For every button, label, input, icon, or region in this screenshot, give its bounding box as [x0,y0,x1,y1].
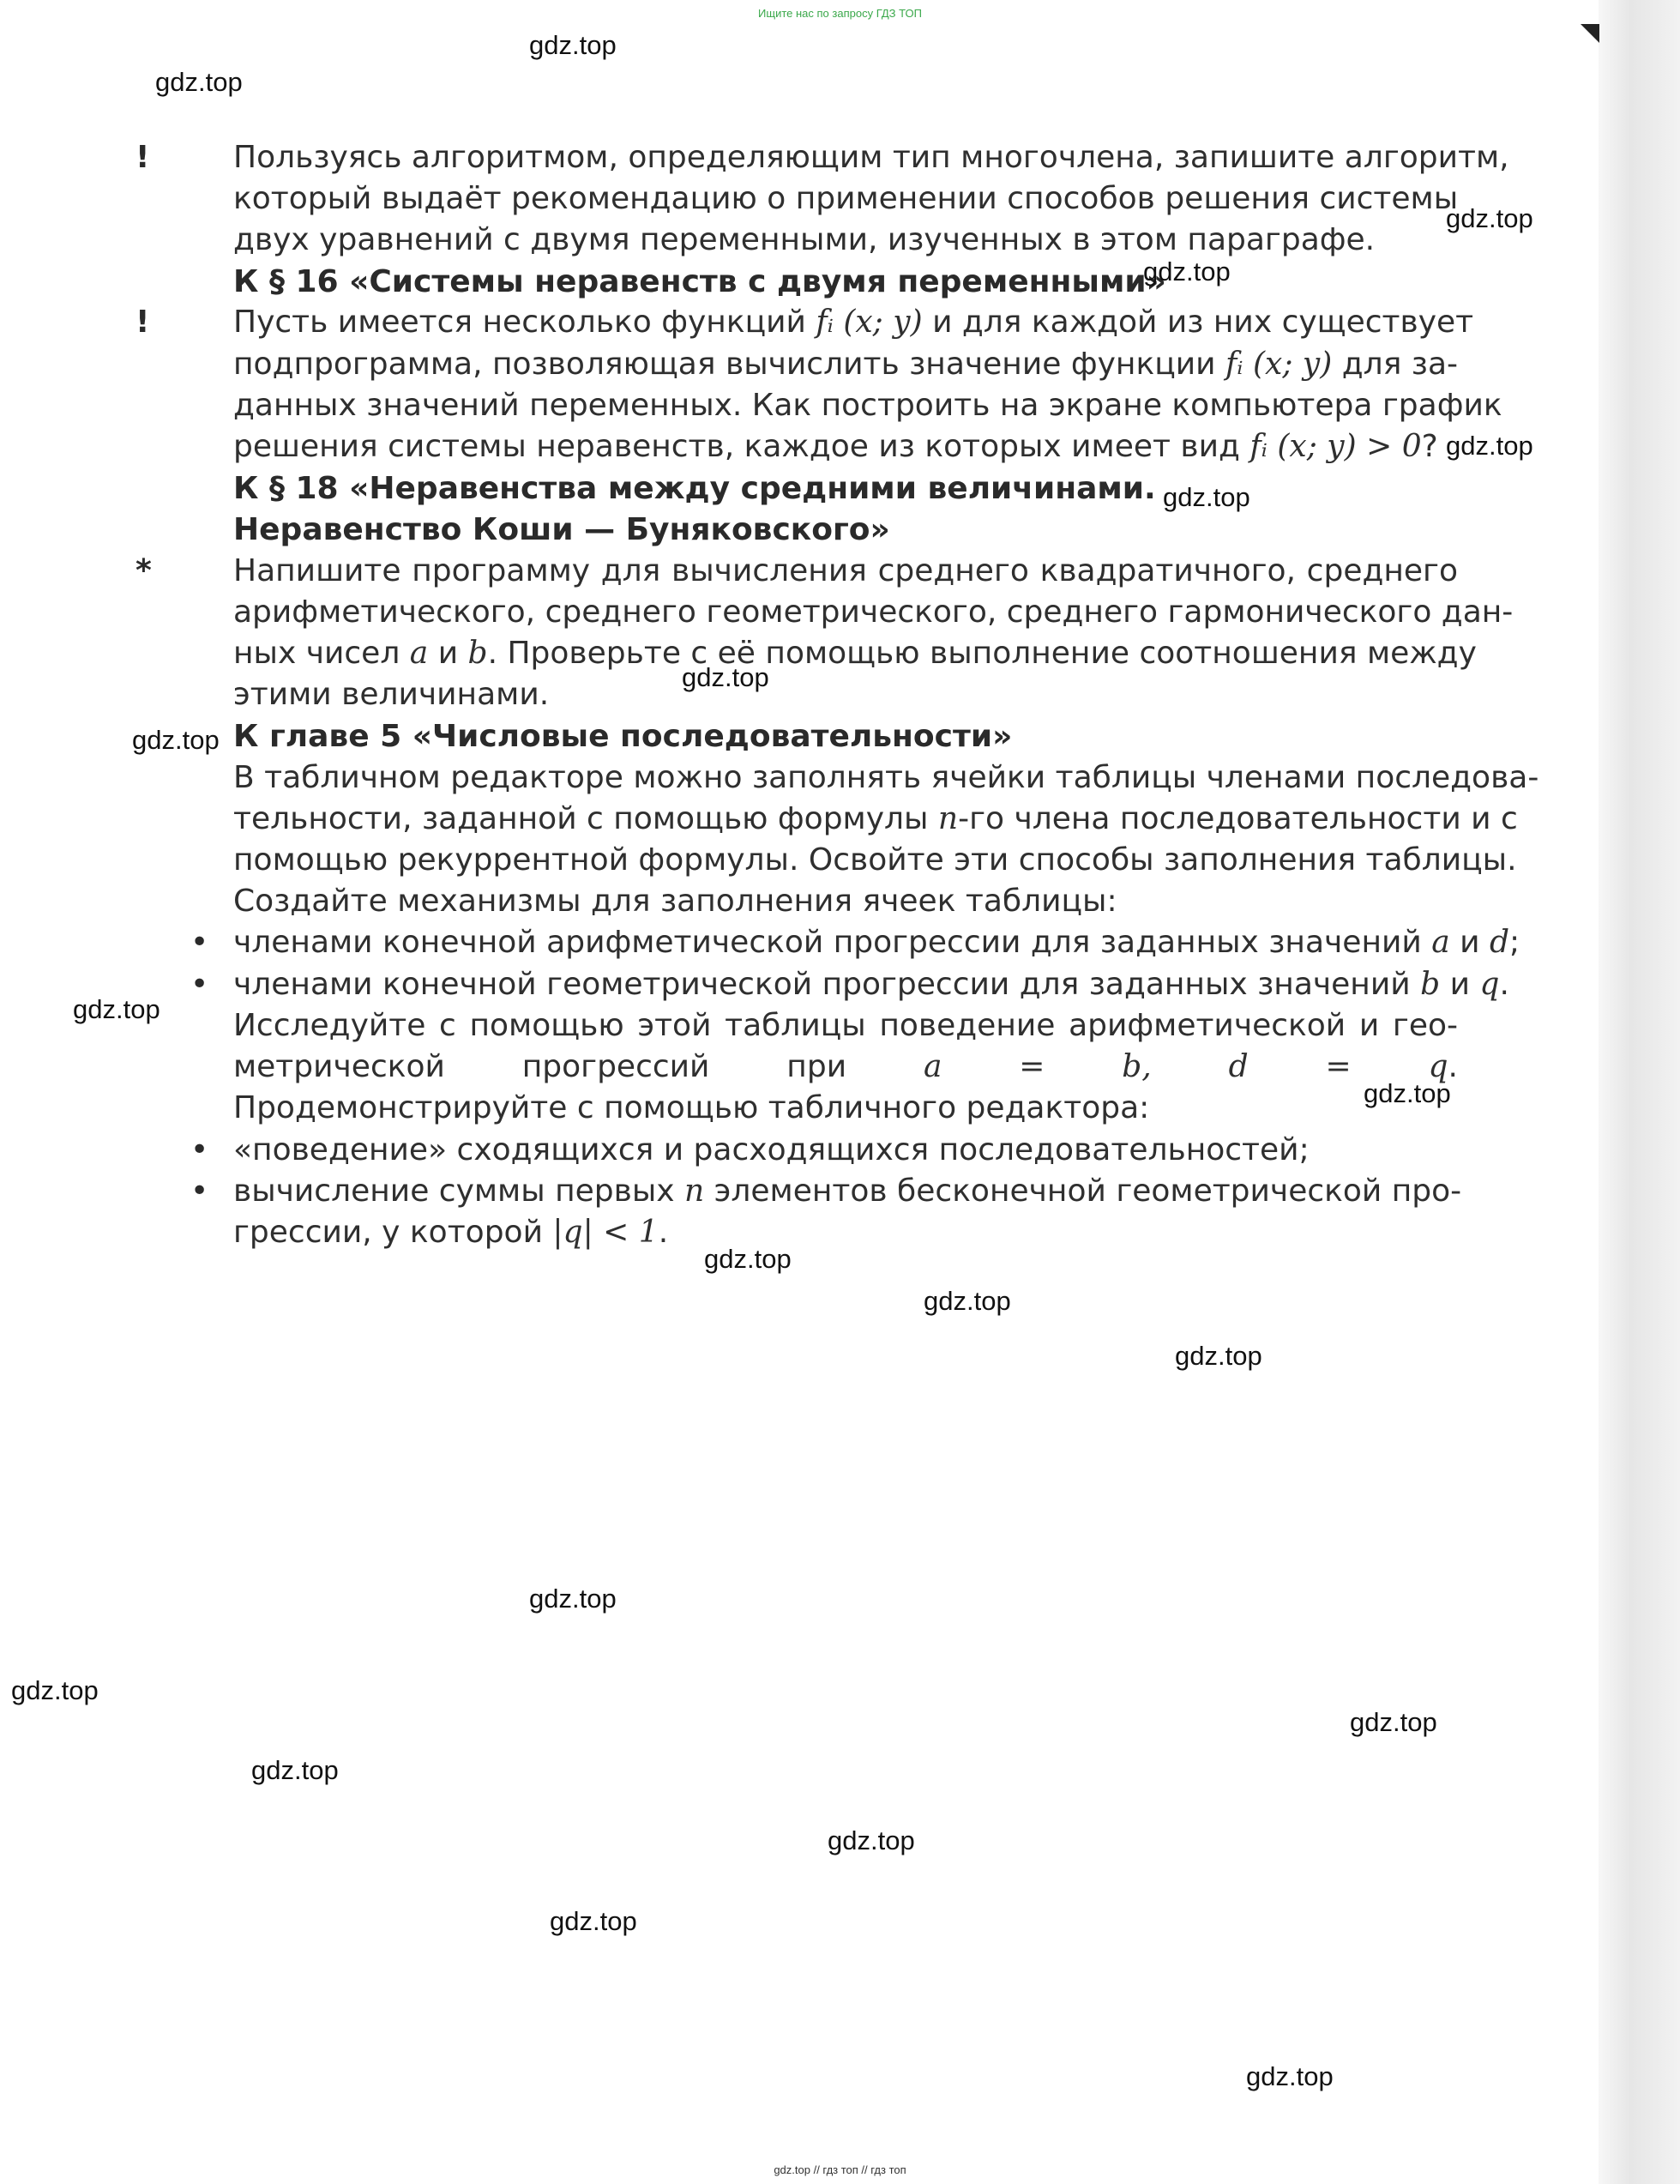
text-segment: членами конечной геометрической прогрессии для заданных значений [233,967,1421,1002]
text-segment: Пусть имеется несколько функций [233,305,816,340]
section-heading: К главе 5 «Числовые последовательности» [233,719,1013,754]
math-expression: n [937,801,959,836]
page-corner-mark [1581,24,1599,43]
text-segment: ? [1421,429,1438,464]
text-line [233,302,1474,343]
watermark-text: gdz.top [924,1286,1011,1316]
text-segment: Продемонстрируйте с помощью табличного редактора: [233,1090,1150,1125]
text-segment: и [1440,967,1480,1002]
text-line [233,633,1477,674]
section-heading: К § 16 «Системы неравенств с двумя переменными» [233,264,1166,299]
bottom-banner: gdz.top // гдз топ // гдз топ [774,2163,906,2176]
text-line [233,385,1502,426]
text-line [233,344,1458,385]
text-line [233,674,1458,715]
text-line [233,757,1539,799]
text-segment: -го члена последовательности и с [958,801,1518,836]
text-segment: подпрограмма, позволяющая вычислить значение функции [233,347,1225,382]
text-segment: членами конечной арифметической прогрессии для заданных значений [233,925,1432,960]
text-segment: элементов бесконечной геометрической про- [704,1173,1462,1209]
page-edge-shadow [1599,0,1680,2184]
watermark-text: gdz.top [1143,256,1231,287]
watermark-text: gdz.top [529,30,617,60]
text-segment: Создайте механизмы для заполнения ячеек таблицы: [233,884,1117,919]
watermark-text: gdz.top [1163,482,1250,512]
text-segment: «поведение» сходящихся и расходящихся последовательностей; [233,1132,1310,1167]
watermark-text: gdz.top [1175,1341,1262,1371]
text-segment: для за- [1332,347,1459,382]
text-segment: метрической прогрессий при [233,1049,924,1084]
watermark-text: gdz.top [1446,203,1533,233]
math-expression: a = b, d = q [923,1049,1448,1084]
math-expression: fᵢ (x; y) [816,305,923,340]
text-line [233,551,1458,592]
text-line [233,881,1458,922]
watermark-text: gdz.top [1446,431,1533,461]
task-marker: * [135,553,152,588]
text-line [233,592,1514,633]
text-segment: Пользуясь алгоритмом, определяющим тип многочлена, запишите алгоритм, [233,140,1509,175]
text-line [233,426,1458,468]
text-segment: тельности, заданной с помощью формулы [233,801,938,836]
text-line [233,220,1458,261]
watermark-text: gdz.top [704,1244,792,1274]
text-line [233,137,1509,178]
text-segment: ных чисел [233,636,410,671]
text-segment: ; [1509,925,1520,960]
math-expression: d [1489,925,1510,960]
text-line [233,1130,1458,1171]
math-expression: fᵢ (x; y) > 0 [1249,429,1422,464]
math-expression: b [467,636,488,671]
watermark-text: gdz.top [11,1675,99,1705]
watermark-text: gdz.top [1246,2061,1334,2091]
text-segment: данных значений переменных. Как построить на экране компьютера график [233,388,1502,423]
section-heading: Неравенство Коши — Буняковского» [233,512,890,547]
text-segment: и [428,636,468,671]
text-line [233,1088,1458,1129]
watermark-text: gdz.top [529,1584,617,1614]
text-line [233,1005,1458,1047]
text-segment: Напишите программу для вычисления среднего квадратичного, среднего [233,553,1458,588]
text-segment: В табличном редакторе можно заполнять ячейки таблицы членами последова- [233,760,1539,795]
text-segment: вычисление суммы первых [233,1173,684,1209]
text-line [233,840,1517,881]
watermark-text: gdz.top [155,67,243,97]
math-expression: b [1420,967,1441,1002]
text-segment: помощью рекуррентной формулы. Освойте эти способы заполнения таблицы. [233,842,1517,878]
math-expression: n [684,1173,705,1209]
text-segment: решения системы неравенств, каждое из которых имеет вид [233,429,1250,464]
text-line [233,1212,1458,1253]
task-marker: ! [135,140,150,175]
text-segment: . Проверьте с её помощью выполнение соотношения между [487,636,1477,671]
text-segment: двух уравнений с двумя переменными, изученных в этом параграфе. [233,222,1376,257]
watermark-text: gdz.top [132,725,220,755]
math-expression: fᵢ (x; y) [1225,347,1333,382]
task-marker: ! [135,305,150,340]
text-segment: грессии, у которой [233,1215,553,1250]
bullet-marker: • [190,1132,209,1167]
math-expression: a [409,636,429,671]
text-segment: . [658,1215,669,1250]
text-segment: Исследуйте с помощью этой таблицы поведение арифметической и гео- [233,1008,1458,1043]
math-expression: |q| < 1 [552,1215,659,1250]
text-segment: и [1449,925,1490,960]
text-line [233,799,1518,840]
watermark-text: gdz.top [1350,1707,1437,1737]
top-banner: Ищите нас по запросу ГДЗ ТОП [758,7,922,20]
section-heading: К § 18 «Неравенства между средними величинами. [233,471,1156,506]
text-segment: этими величинами. [233,677,550,712]
text-segment: который выдаёт рекомендацию о применении способов решения системы [233,181,1459,216]
text-segment: арифметического, среднего геометрического, среднего гармонического дан- [233,594,1514,630]
text-line [233,964,1509,1005]
text-segment: и для каждой из них существует [922,305,1474,340]
text-line [233,178,1458,220]
math-expression: q [1479,967,1500,1002]
text-line [233,1171,1462,1212]
watermark-text: gdz.top [550,1906,637,1936]
watermark-text: gdz.top [828,1825,915,1855]
watermark-text: gdz.top [73,994,160,1024]
watermark-text: gdz.top [1364,1078,1451,1108]
math-expression: a [1431,925,1450,960]
text-segment: . [1499,967,1509,1002]
bullet-marker: • [190,1173,209,1209]
bullet-marker: • [190,925,209,960]
watermark-text: gdz.top [682,662,769,692]
text-line [233,1047,1458,1088]
watermark-text: gdz.top [251,1755,339,1785]
text-segment: . [1448,1049,1458,1084]
text-line [233,922,1520,963]
bullet-marker: • [190,967,209,1002]
